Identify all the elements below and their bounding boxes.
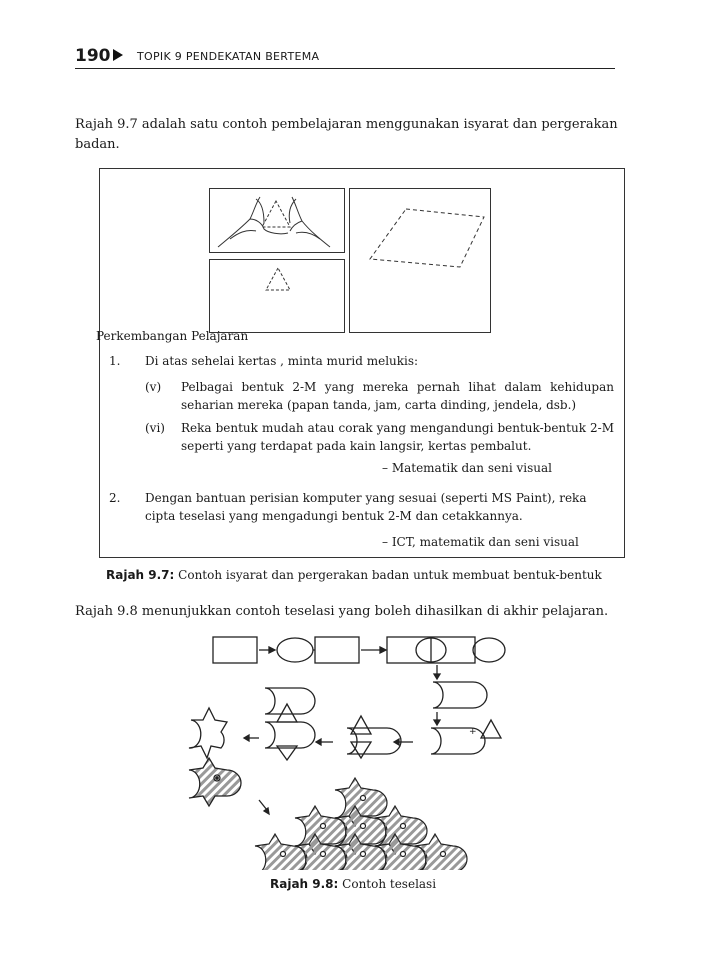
dashed-triangle-shape	[210, 260, 344, 332]
item-2-number: 2.	[109, 491, 121, 505]
item-1-text: Di atas sehelai kertas , minta murid melukis:	[145, 354, 419, 368]
item-2-text: Dengan bantuan perisian komputer yang sesuai (seperti MS Paint), reka cipta teselasi yang mengadungi bentuk 2-M dan cetakkannya.	[145, 491, 587, 523]
tessellation-pattern	[255, 778, 467, 870]
figure-9-8-caption-label: Rajah 9.8:	[270, 877, 339, 891]
running-title: TOPIK 9 PENDEKATAN BERTEMA	[137, 50, 320, 63]
sub-item-vi-text: Reka bentuk mudah atau corak yang mengandungi bentuk-bentuk 2-M seperti yang terdapat pada kain langsir, kertas pembalut.	[181, 421, 614, 453]
figure-9-7-caption	[106, 568, 602, 582]
puzzle-piece-shape	[433, 682, 487, 708]
puzzle-piece-shape	[431, 728, 485, 754]
tessellation-tile	[189, 708, 227, 758]
rectangle-shape	[315, 637, 359, 663]
rectangle-shape	[213, 637, 257, 663]
figure-9-7-caption-label: Rajah 9.7:	[106, 568, 175, 582]
triangle-right-icon	[112, 49, 124, 61]
item-1-number: 1.	[109, 354, 121, 368]
item-2-subject-tag: – ICT, matematik dan seni visual	[382, 535, 579, 549]
figure-9-7-caption-text: Contoh isyarat dan pergerakan badan untuk membuat bentuk-bentuk	[178, 568, 602, 582]
dashed-parallelogram-shape	[350, 189, 490, 332]
sub-item-v-label: (v)	[145, 380, 162, 394]
figure-9-8-caption	[270, 877, 436, 891]
sub-item-vi-label: (vi)	[145, 421, 165, 435]
decorated-tile	[189, 758, 241, 806]
triangle-panel	[209, 259, 345, 333]
plus-sign: +	[469, 727, 477, 737]
sub-item-v-text: Pelbagai bentuk 2-M yang mereka pernah lihat dalam kehidupan seharian mereka (papan tanda, jam, carta dinding, jendela, dsb.)	[181, 380, 614, 412]
hands-gesture-panel	[209, 188, 345, 253]
tessellation-steps-illustration	[175, 630, 515, 870]
figure-9-8-caption-text: Contoh teselasi	[342, 877, 437, 891]
intro-paragraph: Rajah 9.7 adalah satu contoh pembelajaran menggunakan isyarat dan pergerakan badan.	[75, 117, 618, 152]
item-1-subject-tag: – Matematik dan seni visual	[382, 461, 552, 475]
running-header	[75, 46, 615, 69]
parallelogram-panel	[349, 188, 491, 333]
page-number: 190	[75, 46, 111, 66]
figure-9-7-box	[96, 168, 625, 558]
hands-triangle-illustration	[210, 189, 344, 252]
figure-9-8-intro-paragraph: Rajah 9.8 menunjukkan contoh teselasi yang boleh dihasilkan di akhir pelajaran.	[75, 604, 609, 619]
ellipse-shape	[277, 638, 313, 662]
lesson-heading: Perkembangan Pelajaran	[96, 329, 249, 343]
